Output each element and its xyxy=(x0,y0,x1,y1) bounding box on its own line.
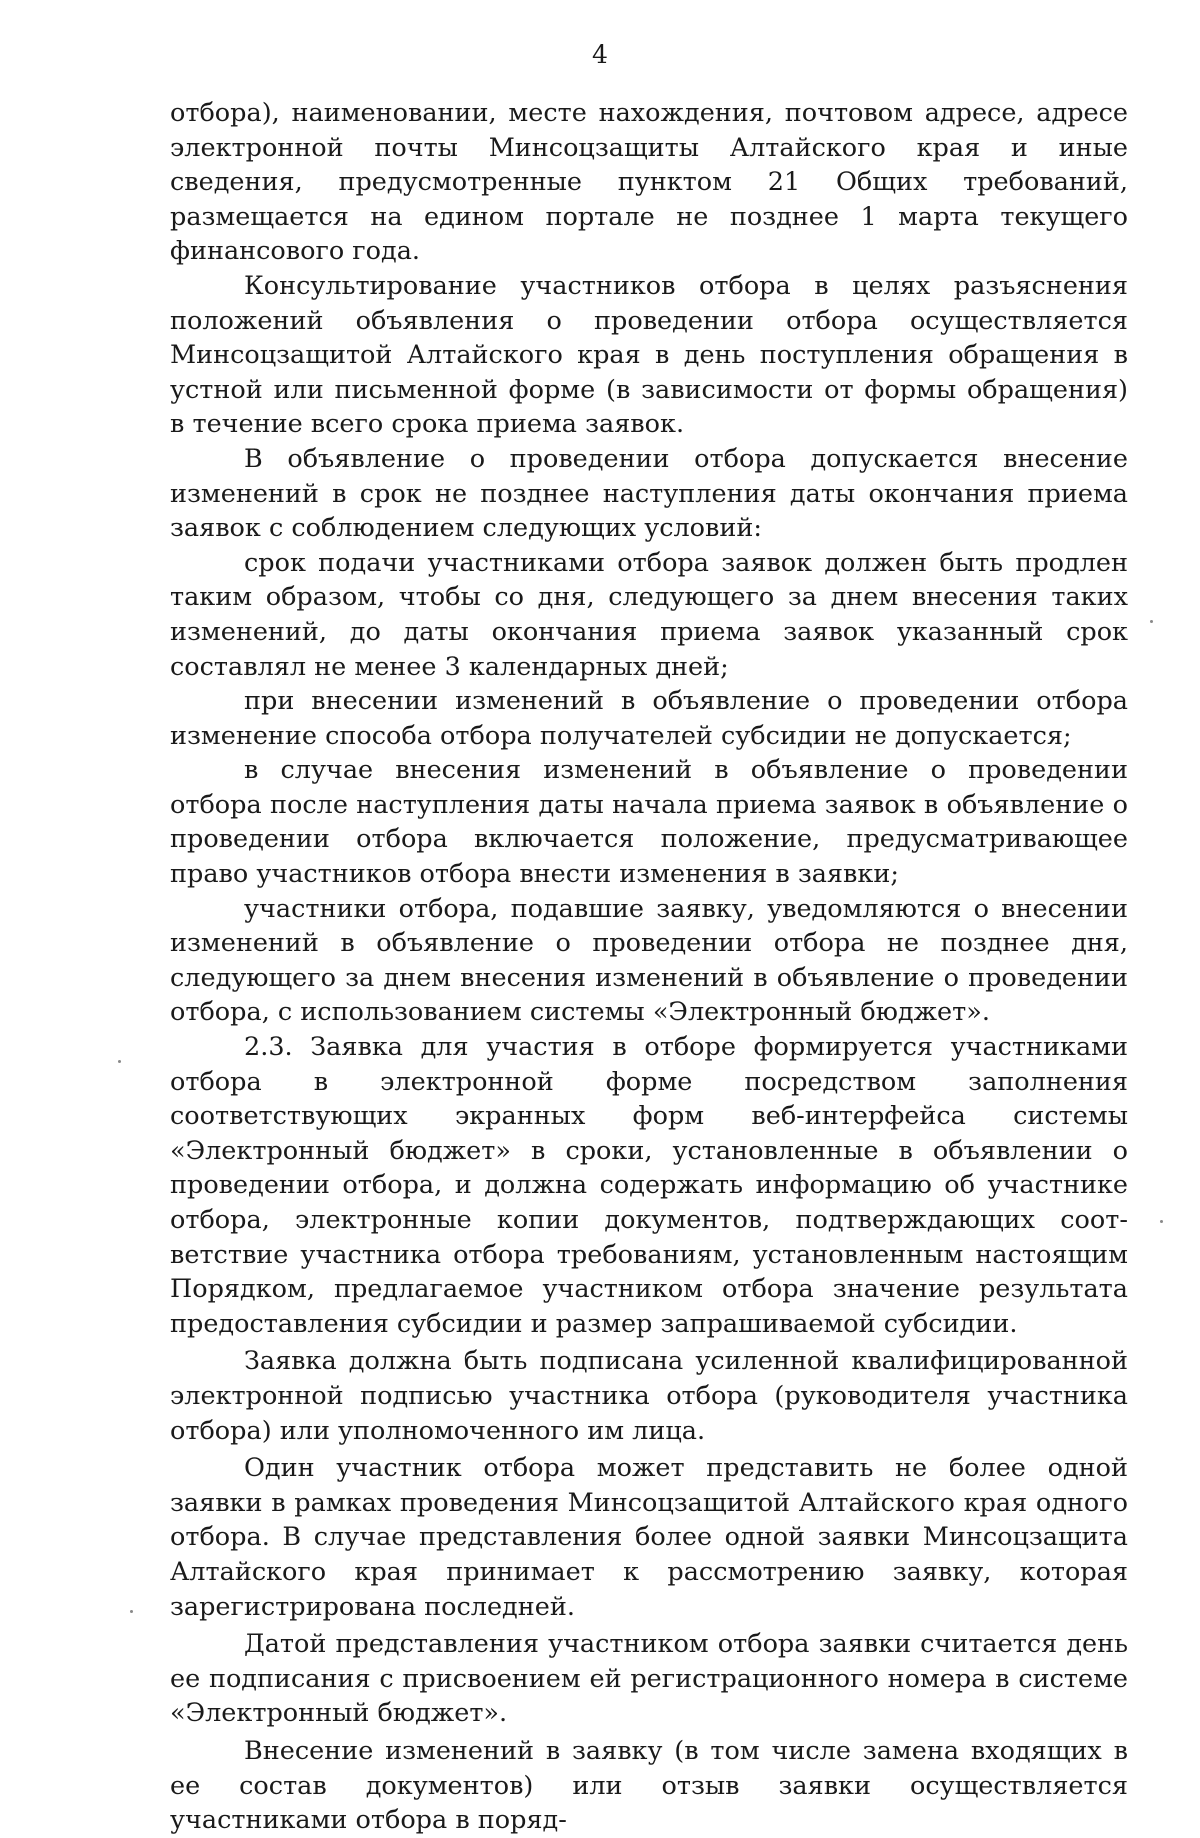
paragraph: Один участник отбора может представить не более одной заявки в рамках проведения Минсоцзащитой Алтайского края одного отбора. В случае представления более одной заявки Минсоцзащита Алтайского края принимает к рассмотрению заявку, которая зарегистрирована последней. xyxy=(170,1453,1128,1622)
scan-speck xyxy=(1160,1220,1163,1223)
paragraph: в случае внесения изменений в объявление о проведении отбора после наступления даты начала приема заявок в объявление о проведении отбора включается положение, предусматривающее право участников отбора внести изменения в заявки; xyxy=(170,755,1128,890)
paragraph: Заявка должна быть подписана усиленной квалифицированной электронной подписью участника отбора (руководителя участника отбора) или уполномоченного им лица. xyxy=(170,1346,1128,1446)
scan-speck xyxy=(130,1610,133,1613)
paragraph: срок подачи участниками отбора заявок должен быть продлен таким образом, чтобы со дня, следующего за днем внесения таких изменений, до даты окончания приема заявок указанный срок составлял не менее 3 календарных дней; xyxy=(170,547,1128,682)
paragraph: В объявление о проведении отбора допускается внесение изменений в срок не позднее наступления даты окончания приема заявок с соблюдением следующих условий: xyxy=(170,443,1128,544)
paragraph: участники отбора, подавшие заявку, уведомляются о внесении изменений в объявление о проведении отбора не позднее дня, следующего за днем внесения изменений в объявление о проведении отбора, с использованием системы «Электронный бюджет». xyxy=(170,893,1128,1028)
document-body xyxy=(170,96,1128,1838)
scan-speck xyxy=(118,1060,121,1063)
page-number: 4 xyxy=(592,40,608,69)
paragraph: Датой представления участником отбора заявки считается день ее подписания с присвоением ей регистрационного номера в системе «Электронный бюджет». xyxy=(170,1629,1128,1729)
paragraph: Консультирование участников отбора в целях разъяснения положений объявления о проведении отбора осуществляется Минсоцзащитой Алтайского края в день поступления обращения в устной или письменной форме (в зависимости от формы обращения) в течение всего срока приема заявок. xyxy=(170,270,1128,440)
paragraph: 2.3. Заявка для участия в отборе формируется участниками отбора в электронной форме посредством заполнения соответствующих экранных форм веб-интерфейса системы «Электронный бюджет» в сроки, установленные в объявлении о проведении отбора, и должна содержать информацию об участнике отбора, электронные копии документов, подтверждающих соответствие участника отбора требованиям, установленным настоящим Порядком, предлагаемое участником отбора значение результата предоставления субсидии и размер запрашиваемой субсидии. xyxy=(170,1032,1128,1339)
paragraph: при внесении изменений в объявление о проведении отбора изменение способа отбора получателей субсидии не допускается; xyxy=(170,686,1128,751)
paragraph: отбора), наименовании, месте нахождения, почтовом адресе, адресе электронной почты Минсоцзащиты Алтайского края и иные сведения, предусмотренные пунктом 21 Общих требований, размещается на едином портале не позднее 1 марта текущего финансового года. xyxy=(170,98,1128,267)
paragraph: Внесение изменений в заявку (в том числе замена входящих в ее состав документов) или отзыв заявки осуществляется участниками отбора в поряд- xyxy=(170,1735,1128,1836)
scan-speck xyxy=(1150,620,1153,623)
